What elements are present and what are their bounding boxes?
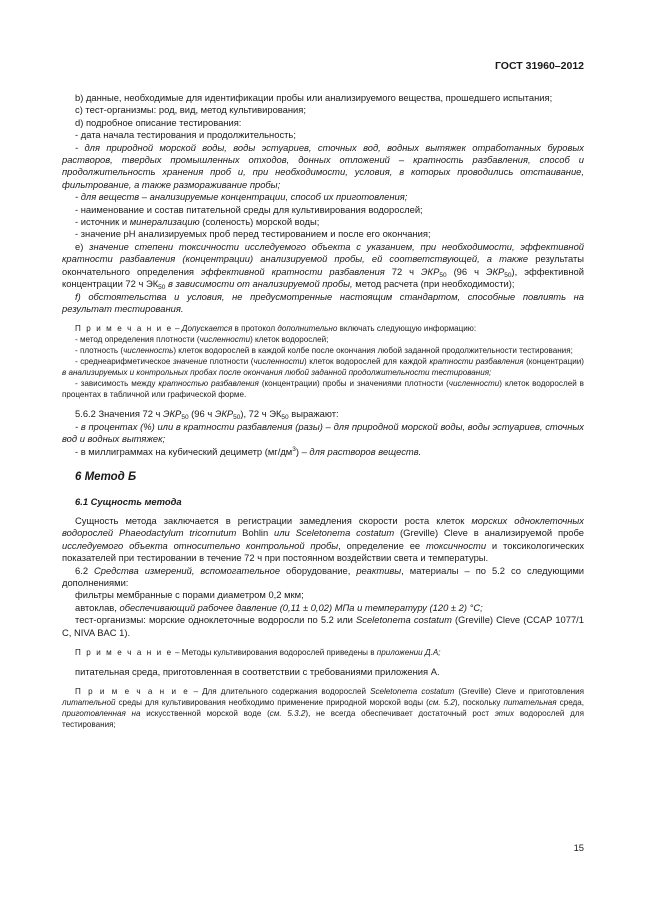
text: f) обстоятельства и условия, не предусмотренные настоящим стандартом, способные повлиять на результат тестирования. xyxy=(62,290,584,314)
paragraph xyxy=(62,515,584,565)
text: (96 ч xyxy=(188,408,215,420)
text: автоклав, xyxy=(75,601,120,613)
ekr-symbol: ЭКР xyxy=(485,265,505,277)
text: см. 5.3.2 xyxy=(269,709,306,719)
text: среда, xyxy=(556,698,584,708)
text: и токсикологических показателей при тестировании в течение 72 ч при постоянном воздействии света и температуры. xyxy=(62,539,585,564)
section-heading xyxy=(62,471,584,483)
text: включать следующую информацию: xyxy=(337,324,477,334)
text: 6 Метод Б xyxy=(75,470,137,483)
text: – Для длительного содержания водорослей xyxy=(189,687,371,697)
text: Bohlin xyxy=(236,527,275,539)
text: эффективной кратности разбавления xyxy=(201,265,385,277)
document-header: ГОСТ 31960–2012 xyxy=(494,60,584,72)
subscript: 50 xyxy=(504,271,512,279)
text: минерализацию xyxy=(129,216,200,228)
text: 6.1 Сущность метода xyxy=(75,495,182,507)
text: (96 ч xyxy=(453,265,486,277)
text: ) клеток водорослей для каждой xyxy=(304,357,430,367)
note-item xyxy=(62,334,584,345)
text: (Greville) Cleve в анализируемой пробе xyxy=(394,527,584,539)
paragraph xyxy=(62,602,584,614)
text: Sceletonema costatum xyxy=(356,614,452,626)
subsection-heading xyxy=(62,496,584,507)
note-label: П р и м е ч а н и е xyxy=(75,648,173,657)
note xyxy=(62,686,584,730)
text: метод расчета (при необходимости); xyxy=(352,278,515,290)
text: для растворов веществ. xyxy=(309,445,422,457)
text: ) клеток водорослей в процентах в табличной или графической форме. xyxy=(62,379,584,400)
note xyxy=(62,647,584,658)
text: кратностью разбавления xyxy=(158,379,259,389)
text: численность xyxy=(123,346,174,356)
text: искусственной морской воде ( xyxy=(140,709,270,719)
text: ), поскольку xyxy=(454,698,504,708)
text: питательная xyxy=(503,698,557,708)
text: (соленость) морской воды; xyxy=(199,216,320,228)
text: приготовленная на xyxy=(62,709,141,719)
ek-symbol: ЭК xyxy=(269,408,282,420)
subscript: 50 xyxy=(181,414,189,422)
text: литательной xyxy=(62,698,116,708)
paragraph: - значение рН анализируемых проб перед тестированием и после его окончания; xyxy=(75,228,431,240)
paragraph xyxy=(62,614,584,639)
text: или Sceletonema costatum xyxy=(274,527,395,539)
note-label: П р и м е ч а н и е xyxy=(75,687,190,697)
paragraph xyxy=(62,216,584,228)
text: приложении Д.А; xyxy=(376,648,441,657)
text: 5.6.2 Значения 72 ч xyxy=(75,408,164,420)
text: Сущность метода заключается в регистрации замедления скорости роста клеток xyxy=(75,514,472,526)
text: исследуемого объекта относительно контрольной пробы xyxy=(62,539,339,551)
text: этих xyxy=(494,709,515,719)
paragraph xyxy=(62,446,584,458)
text: – Методы культивирования водорослей приведены в xyxy=(172,648,377,657)
text: среды для культивирования необходимо применение природной морской воды ( xyxy=(115,698,429,708)
text: токсичности xyxy=(425,539,487,551)
ekr-symbol: ЭКР xyxy=(421,265,440,277)
text: , определение ее xyxy=(338,539,426,551)
note-item xyxy=(62,345,584,356)
text: (концентрации) пробы и значениями плотности ( xyxy=(258,379,449,389)
text: Sceletonema costatum xyxy=(370,687,455,697)
text: кратности разбавления xyxy=(429,357,524,367)
paragraph-italic xyxy=(62,421,584,446)
text: - для природной морской воды, воды эстуариев, сточных вод, водных вытяжек отработанных буровых растворов, твердых промышленных отходов, донных отложений – кратность разбавления, способ и продолжительность хранения проб и, при необходимости, условия, в которых проводились отстаивание, фильтрование, а также размораживание пробы; xyxy=(62,141,584,190)
text: ), эффективной концентрации 72 ч xyxy=(62,265,584,290)
text: (Greville) Cleve (CCAP 1077/1 C, NIVA BAC 1). xyxy=(62,614,584,638)
text: - метод определения плотности ( xyxy=(75,335,200,345)
text: 72 ч xyxy=(384,265,422,277)
text: (Greville) Cleve и приготовления xyxy=(454,687,584,697)
page-number: 15 xyxy=(573,842,584,853)
text: водорослей для тестирования; xyxy=(62,709,584,730)
text: в анализируемых и контрольных пробах после окончания любой заданной продолжительности тестирования; xyxy=(62,368,492,378)
text: плотности ( xyxy=(207,357,254,367)
ekr-symbol: ЭКР xyxy=(214,408,234,420)
text: ) – xyxy=(295,445,310,457)
paragraph: фильтры мембранные с порами диаметром 0,2 мкм; xyxy=(75,589,304,601)
text: - зависимость между xyxy=(75,379,159,389)
text: морских одноклеточных водорослей Phaeodactylum tricornutum xyxy=(62,514,584,539)
subscript: 50 xyxy=(158,284,166,292)
text: ) клеток водорослей; xyxy=(250,335,329,345)
text: e) xyxy=(75,240,90,252)
subscript: 50 xyxy=(439,271,447,279)
text: 6.2 xyxy=(75,564,95,576)
text: - для веществ – анализируемые концентрации, способ их приготовления; xyxy=(75,191,408,203)
text: тест-организмы: морские одноклеточные водоросли по 5.2 или xyxy=(75,614,357,626)
text: дополнительно xyxy=(277,324,338,334)
text: обеспечивающий рабочее давление (0,11 ± 0,02) МПа и температуру (120 ± 2) °С; xyxy=(119,601,483,613)
text: см. 5.2 xyxy=(428,698,455,708)
text: численности xyxy=(448,379,500,389)
text: значение степени токсичности исследуемого объекта с указанием, при необходимости, эффективной кратности разбавления (концентрации) анализируемой пробы, ей соответствующей, а также xyxy=(62,240,584,265)
text: значение xyxy=(172,357,208,367)
text: в протокол xyxy=(232,324,278,334)
subscript: 50 xyxy=(281,414,289,422)
note-item xyxy=(62,356,584,378)
text: , материалы – по 5.2 со следующими дополнениями: xyxy=(62,564,584,588)
ekr-symbol: ЭКР xyxy=(163,408,182,420)
text: результаты окончательного определения xyxy=(62,253,584,277)
paragraph xyxy=(62,565,584,590)
text: - среднеарифметическое xyxy=(75,357,173,367)
paragraph-italic xyxy=(62,142,584,192)
paragraph: b) данные, необходимые для идентификации пробы или анализируемого вещества, прошедшего испытания; xyxy=(75,92,553,103)
text: численности xyxy=(199,335,251,345)
text: ) клеток водорослей в каждой колбе после окончания любой заданной продолжительности тестирования; xyxy=(173,346,573,356)
text: - в процентах (%) или в кратности разбавления (разы) – для природной морской воды, воды эстуариев, сточных вод и водных вытяжек; xyxy=(62,420,584,445)
paragraph-italic xyxy=(62,191,584,203)
note-item xyxy=(62,378,584,400)
superscript: 3 xyxy=(292,445,296,453)
note-label: П р и м е ч а н и е xyxy=(75,324,173,334)
text: (концентрации) xyxy=(523,357,584,367)
paragraph: d) подробное описание тестирования: xyxy=(75,116,242,128)
paragraph: питательная среда, приготовленная в соответствии с требованиями приложения А. xyxy=(75,666,440,677)
page-body xyxy=(62,92,584,730)
text: реактивы xyxy=(356,564,402,576)
paragraph: - наименование и состав питательной среды для культивирования водорослей; xyxy=(75,203,423,215)
paragraph: c) тест-организмы: род, вид, метод культивирования; xyxy=(75,104,306,116)
text: - в миллиграммах на кубический дециметр (мг/дм xyxy=(75,445,293,457)
text: – xyxy=(172,324,182,334)
text: - плотность ( xyxy=(75,346,124,356)
ek-symbol: ЭК xyxy=(145,278,159,290)
paragraph: - дата начала тестирования и продолжительность; xyxy=(75,129,296,141)
text: ), 72 ч xyxy=(240,408,270,420)
text: Средства измерений, вспомогательное xyxy=(94,564,281,576)
text: ), не всегда обеспечивает достаточный рост xyxy=(305,709,495,719)
text: оборудование, xyxy=(280,564,357,576)
note xyxy=(62,323,584,334)
text: в зависимости от анализируемой пробы, xyxy=(165,278,353,290)
paragraph-results xyxy=(62,241,584,291)
subscript: 50 xyxy=(233,414,241,422)
text: выражают: xyxy=(288,408,339,420)
text: Допускается xyxy=(181,324,233,334)
paragraph-italic xyxy=(62,291,584,316)
paragraph xyxy=(62,408,584,420)
text: численности xyxy=(253,357,305,367)
text: - источник и xyxy=(75,216,130,228)
